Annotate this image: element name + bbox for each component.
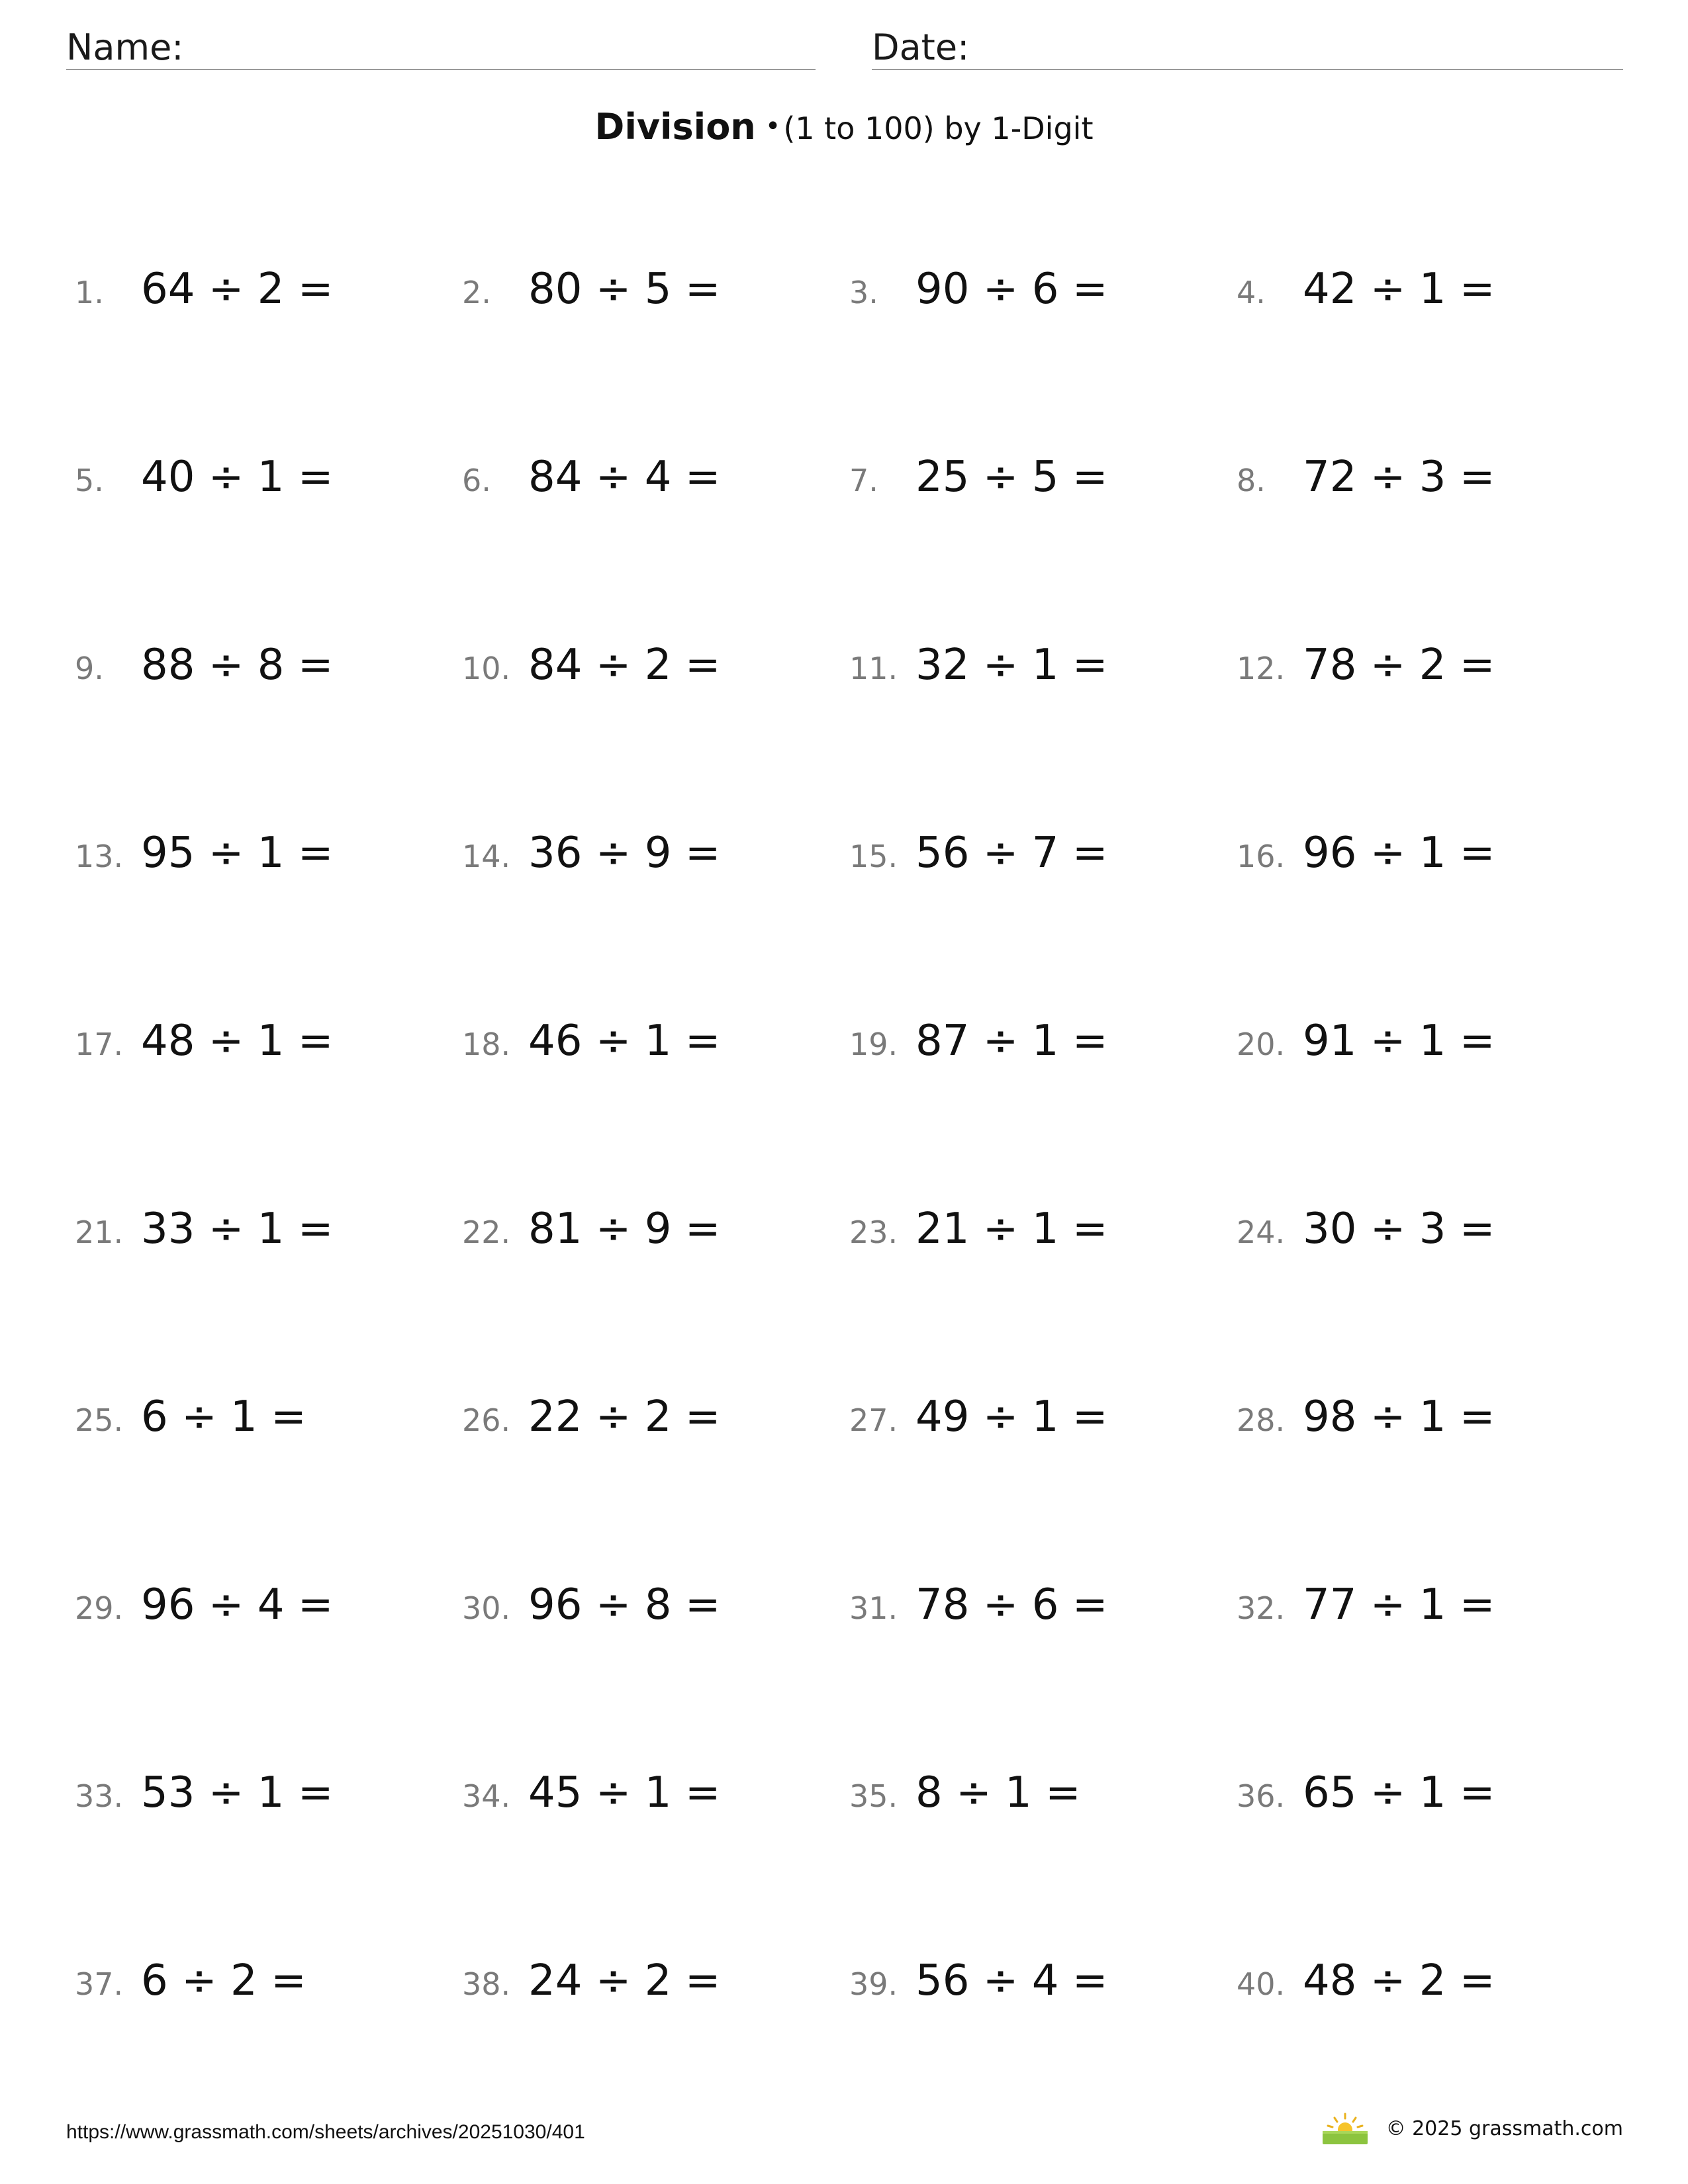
problem-number: 36. bbox=[1237, 1778, 1286, 1814]
problem-number: 28. bbox=[1237, 1402, 1286, 1438]
problem-number: 9. bbox=[75, 651, 104, 686]
problem-number: 1. bbox=[75, 275, 104, 310]
problem-item bbox=[75, 1392, 306, 1452]
problem-item bbox=[462, 1580, 720, 1640]
problem-expression: 48 ÷ 2 = bbox=[1303, 1956, 1495, 2005]
problem-item bbox=[75, 1205, 333, 1264]
problem-item bbox=[462, 1017, 720, 1076]
problem-expression: 96 ÷ 1 = bbox=[1303, 829, 1495, 878]
footer-copyright: © 2025 grassmath.com bbox=[1385, 2116, 1623, 2140]
problem-number: 35. bbox=[849, 1778, 898, 1814]
problem-expression: 77 ÷ 1 = bbox=[1303, 1580, 1495, 1629]
problem-number: 4. bbox=[1237, 275, 1266, 310]
problem-item bbox=[462, 265, 720, 324]
problem-item bbox=[1237, 1017, 1495, 1076]
problem-expression: 56 ÷ 4 = bbox=[915, 1956, 1108, 2005]
problem-expression: 53 ÷ 1 = bbox=[141, 1768, 334, 1817]
problem-item bbox=[849, 453, 1107, 512]
problem-number: 30. bbox=[462, 1590, 511, 1626]
problem-number: 5. bbox=[75, 463, 104, 498]
problem-expression: 30 ÷ 3 = bbox=[1303, 1205, 1495, 1253]
problem-number: 27. bbox=[849, 1402, 898, 1438]
problem-number: 7. bbox=[849, 463, 878, 498]
problem-item bbox=[75, 641, 333, 700]
problem-item bbox=[462, 1205, 720, 1264]
problem-expression: 22 ÷ 2 = bbox=[528, 1392, 721, 1441]
problem-item bbox=[849, 265, 1107, 324]
problem-expression: 91 ÷ 1 = bbox=[1303, 1017, 1495, 1066]
problem-item bbox=[1237, 829, 1495, 888]
problem-number: 17. bbox=[75, 1026, 124, 1062]
problem-expression: 78 ÷ 6 = bbox=[915, 1580, 1108, 1629]
problem-number: 10. bbox=[462, 651, 511, 686]
problem-number: 23. bbox=[849, 1214, 898, 1250]
problem-item bbox=[462, 1956, 720, 2016]
problem-number: 12. bbox=[1237, 651, 1286, 686]
problem-expression: 46 ÷ 1 = bbox=[528, 1017, 721, 1066]
problem-item bbox=[75, 265, 333, 324]
problem-expression: 49 ÷ 1 = bbox=[915, 1392, 1108, 1441]
problem-number: 2. bbox=[462, 275, 491, 310]
problem-expression: 98 ÷ 1 = bbox=[1303, 1392, 1495, 1441]
problem-expression: 64 ÷ 2 = bbox=[141, 265, 334, 314]
problem-item bbox=[1237, 1392, 1495, 1452]
problem-item bbox=[849, 641, 1107, 700]
problem-expression: 32 ÷ 1 = bbox=[915, 641, 1108, 690]
title-separator: • bbox=[765, 111, 781, 142]
problem-item bbox=[462, 641, 720, 700]
problem-item bbox=[75, 829, 333, 888]
problem-expression: 8 ÷ 1 = bbox=[915, 1768, 1081, 1817]
problem-number: 34. bbox=[462, 1778, 511, 1814]
problem-item bbox=[75, 1768, 333, 1828]
problem-number: 22. bbox=[462, 1214, 511, 1250]
problem-number: 31. bbox=[849, 1590, 898, 1626]
problem-item bbox=[849, 1017, 1107, 1076]
problem-expression: 24 ÷ 2 = bbox=[528, 1956, 721, 2005]
problem-expression: 96 ÷ 4 = bbox=[141, 1580, 334, 1629]
problem-expression: 88 ÷ 8 = bbox=[141, 641, 334, 690]
problem-number: 3. bbox=[849, 275, 878, 310]
problem-expression: 40 ÷ 1 = bbox=[141, 453, 334, 502]
problem-number: 37. bbox=[75, 1966, 124, 2002]
problem-item bbox=[1237, 1768, 1495, 1828]
problem-number: 6. bbox=[462, 463, 491, 498]
problem-number: 26. bbox=[462, 1402, 511, 1438]
problem-number: 40. bbox=[1237, 1966, 1286, 2002]
problem-number: 38. bbox=[462, 1966, 511, 2002]
problem-expression: 6 ÷ 2 = bbox=[141, 1956, 306, 2005]
footer-brand bbox=[1321, 2111, 1623, 2146]
problem-number: 14. bbox=[462, 839, 511, 874]
problem-expression: 36 ÷ 9 = bbox=[528, 829, 721, 878]
problem-expression: 96 ÷ 8 = bbox=[528, 1580, 721, 1629]
problem-item bbox=[849, 829, 1107, 888]
sun-over-grass-icon bbox=[1321, 2111, 1369, 2146]
problem-item bbox=[849, 1956, 1107, 2016]
title-main: Division bbox=[594, 106, 756, 148]
problem-number: 24. bbox=[1237, 1214, 1286, 1250]
problem-number: 18. bbox=[462, 1026, 511, 1062]
problem-item bbox=[75, 1956, 306, 2016]
problem-number: 19. bbox=[849, 1026, 898, 1062]
date-field[interactable] bbox=[872, 26, 1623, 70]
problem-item bbox=[462, 1392, 720, 1452]
problem-number: 15. bbox=[849, 839, 898, 874]
problem-number: 21. bbox=[75, 1214, 124, 1250]
problem-expression: 25 ÷ 5 = bbox=[915, 453, 1108, 502]
problem-item bbox=[849, 1205, 1107, 1264]
problem-expression: 45 ÷ 1 = bbox=[528, 1768, 721, 1817]
problem-item bbox=[1237, 1580, 1495, 1640]
problem-number: 39. bbox=[849, 1966, 898, 2002]
problem-expression: 42 ÷ 1 = bbox=[1303, 265, 1495, 314]
problem-item bbox=[1237, 265, 1495, 324]
problem-expression: 90 ÷ 6 = bbox=[915, 265, 1108, 314]
problem-item bbox=[462, 829, 720, 888]
problem-expression: 21 ÷ 1 = bbox=[915, 1205, 1108, 1253]
problem-item bbox=[1237, 641, 1495, 700]
problem-expression: 84 ÷ 4 = bbox=[528, 453, 721, 502]
problem-item bbox=[1237, 453, 1495, 512]
problem-number: 8. bbox=[1237, 463, 1266, 498]
problem-number: 33. bbox=[75, 1778, 124, 1814]
problem-expression: 33 ÷ 1 = bbox=[141, 1205, 334, 1253]
problem-number: 20. bbox=[1237, 1026, 1286, 1062]
worksheet-title bbox=[0, 106, 1688, 148]
problem-number: 29. bbox=[75, 1590, 124, 1626]
problem-expression: 84 ÷ 2 = bbox=[528, 641, 721, 690]
problem-expression: 56 ÷ 7 = bbox=[915, 829, 1108, 878]
problem-item bbox=[849, 1392, 1107, 1452]
problem-expression: 65 ÷ 1 = bbox=[1303, 1768, 1495, 1817]
problem-item bbox=[462, 453, 720, 512]
problem-item bbox=[849, 1768, 1081, 1828]
problem-expression: 87 ÷ 1 = bbox=[915, 1017, 1108, 1066]
problem-expression: 48 ÷ 1 = bbox=[141, 1017, 334, 1066]
problem-item bbox=[1237, 1956, 1495, 2016]
problem-number: 32. bbox=[1237, 1590, 1286, 1626]
problem-number: 11. bbox=[849, 651, 898, 686]
problem-item bbox=[1237, 1205, 1495, 1264]
problem-expression: 95 ÷ 1 = bbox=[141, 829, 334, 878]
problem-expression: 72 ÷ 3 = bbox=[1303, 453, 1495, 502]
footer-url: https://www.grassmath.com/sheets/archives/20251030/401 bbox=[66, 2121, 585, 2143]
date-label: Date: bbox=[872, 26, 970, 68]
problem-item bbox=[75, 1017, 333, 1076]
problem-expression: 80 ÷ 5 = bbox=[528, 265, 721, 314]
problem-expression: 6 ÷ 1 = bbox=[141, 1392, 306, 1441]
problem-number: 13. bbox=[75, 839, 124, 874]
problem-expression: 81 ÷ 9 = bbox=[528, 1205, 721, 1253]
problem-number: 16. bbox=[1237, 839, 1286, 874]
problem-number: 25. bbox=[75, 1402, 124, 1438]
problem-expression: 78 ÷ 2 = bbox=[1303, 641, 1495, 690]
title-subtitle: (1 to 100) by 1-Digit bbox=[783, 111, 1094, 146]
problem-item bbox=[849, 1580, 1107, 1640]
problem-item bbox=[75, 1580, 333, 1640]
problem-item bbox=[462, 1768, 720, 1828]
name-label: Name: bbox=[66, 26, 184, 68]
problem-item bbox=[75, 453, 333, 512]
name-field[interactable] bbox=[66, 26, 816, 70]
